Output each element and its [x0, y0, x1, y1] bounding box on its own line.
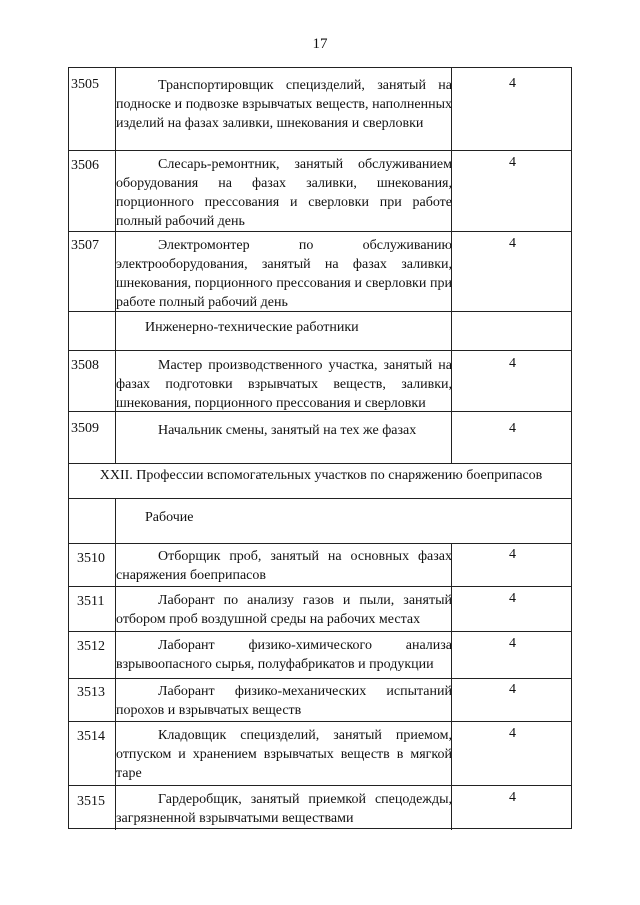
- row-description: Кладовщик специзделий, занятый приемом, отпуском и хранением взрывчатых веществ в мягкой таре: [116, 728, 452, 781]
- section-title: XXII. Профессии вспомогательных участков по снаряжению боеприпасов: [99, 468, 543, 483]
- row-description: Отборщик проб, занятый на основных фазах снаряжения боеприпасов: [116, 549, 452, 583]
- row-code: 3515: [77, 794, 105, 809]
- row-divider: [69, 785, 571, 786]
- row-code: 3506: [71, 158, 99, 173]
- row-divider: [69, 586, 571, 587]
- row-divider: [69, 543, 571, 544]
- row-description: Лаборант по анализу газов и пыли, занятый отбором проб воздушной среды на рабочих местах: [116, 593, 452, 627]
- row-divider: [69, 721, 571, 722]
- row-divider: [69, 498, 571, 499]
- professions-table: [68, 67, 572, 829]
- row-description: Электромонтер по обслуживанию электрооборудования, занятый на фазах заливки, шнекования, порционного прессования и сверловки при работе полный рабочий день: [116, 238, 452, 310]
- row-description: Лаборант физико-химического анализа взрывоопасного сырья, полуфабрикатов и продукции: [116, 638, 452, 672]
- row-code: 3513: [77, 685, 105, 700]
- row-value: 4: [509, 356, 516, 371]
- row-divider: [69, 631, 571, 632]
- row-code: 3511: [77, 594, 105, 609]
- row-value: 4: [509, 236, 516, 251]
- row-value: 4: [509, 76, 516, 91]
- row-divider: [69, 463, 571, 464]
- row-code: 3514: [77, 729, 105, 744]
- row-description: Слесарь-ремонтник, занятый обслуживанием оборудования на фазах заливки, шнекования, порционного прессования и сверловки при работе полный рабочий день: [116, 157, 452, 229]
- row-value: 4: [509, 682, 516, 697]
- row-description: Гардеробщик, занятый приемкой спецодежды, загрязненной взрывчатыми веществами: [116, 792, 452, 826]
- row-code: 3508: [71, 358, 99, 373]
- row-code: 3505: [71, 77, 99, 92]
- row-code: 3512: [77, 639, 105, 654]
- row-description: Лаборант физико-механических испытаний порохов и взрывчатых веществ: [116, 684, 452, 718]
- row-divider: [69, 231, 571, 232]
- row-value: 4: [509, 591, 516, 606]
- row-value: 4: [509, 636, 516, 651]
- row-description: Начальник смены, занятый на тех же фазах: [158, 423, 417, 438]
- row-value: 4: [509, 547, 516, 562]
- row-description: Транспортировщик специзделий, занятый на подноске и подвозке взрывчатых веществ, наполненных изделий на фазах заливки, шнекования и сверловки: [116, 78, 452, 131]
- row-value: 4: [509, 155, 516, 170]
- row-code: 3507: [71, 238, 99, 253]
- row-description: Мастер производственного участка, занятый на фазах подготовки взрывчатых веществ, заливки, шнекования, порционного прессования и сверловки: [116, 358, 452, 411]
- category-heading: Рабочие: [145, 510, 194, 525]
- row-code: 3509: [71, 421, 99, 436]
- row-code: 3510: [77, 551, 105, 566]
- row-value: 4: [509, 421, 516, 436]
- page-number: 17: [312, 36, 328, 52]
- row-divider: [69, 350, 571, 351]
- category-heading: Инженерно-технические работники: [145, 320, 359, 335]
- row-value: 4: [509, 726, 516, 741]
- row-divider: [69, 150, 571, 151]
- row-value: 4: [509, 790, 516, 805]
- row-divider: [69, 678, 571, 679]
